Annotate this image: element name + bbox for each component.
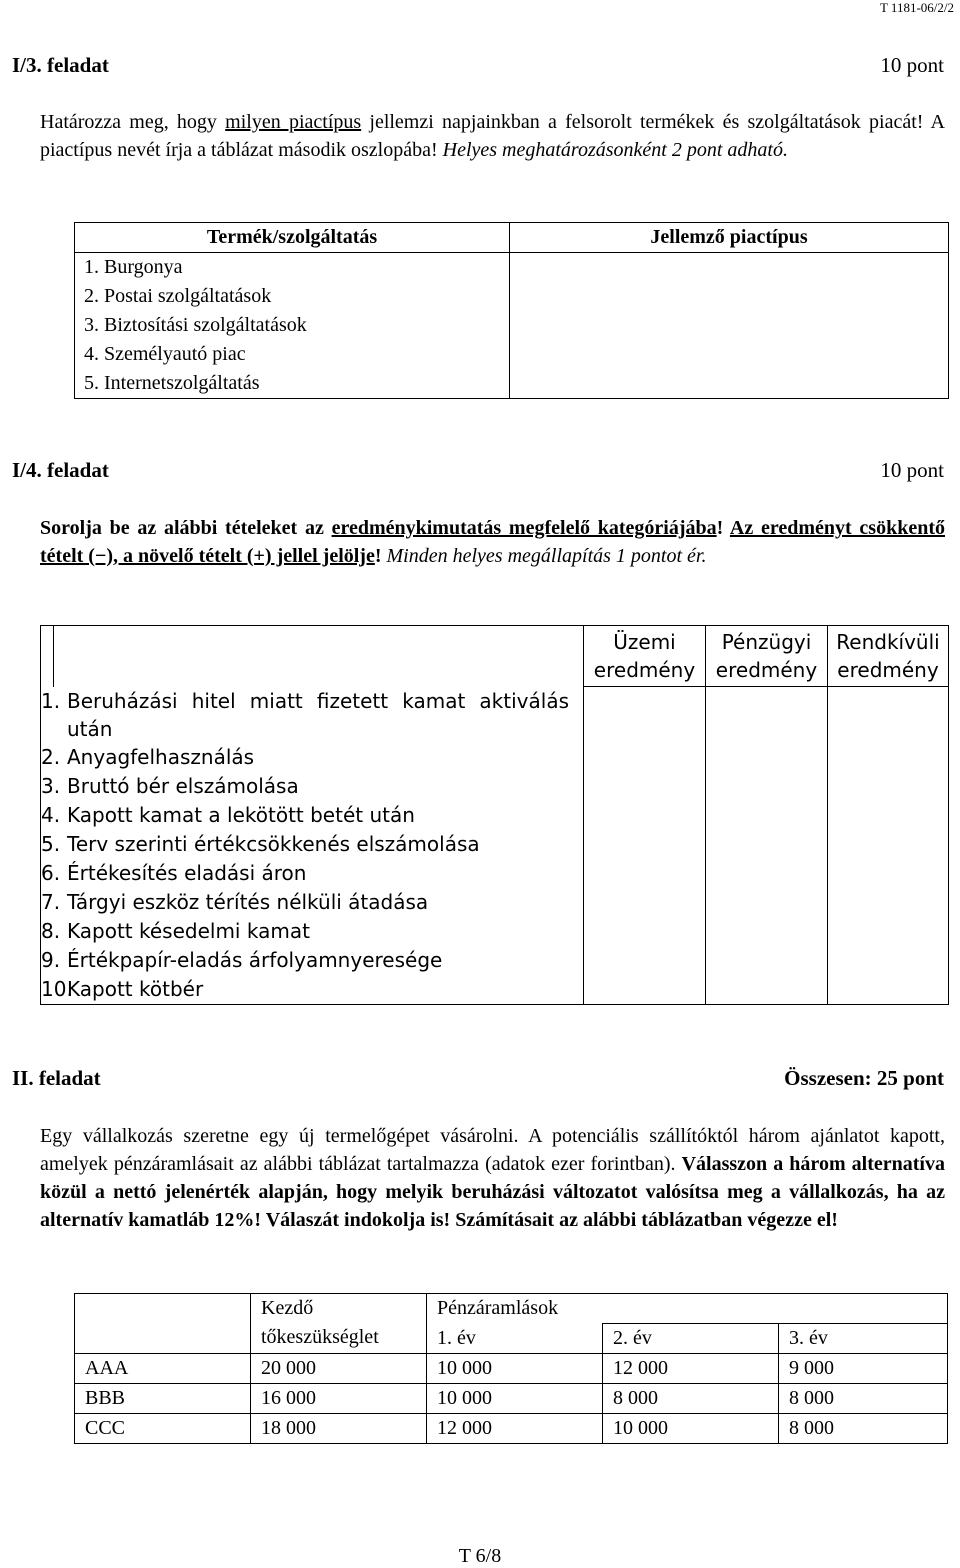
- task2-instructions: Egy vállalkozás szeretne egy új termelőgépet vásárolni. A potenciális szállítóktól három ajánlatot kapott, amelyek pénzáramlásait az alábbi táblázat tartalmazza (adatok ezer forintban). Válasszon a három alternatíva közül a nettó jelenérték alapján, hogy melyik beruházási változatot valósítsa meg a vállalkozás, ha az alternatív kamatláb 12%! Válaszát indokolja is! Számításait az alábbi táblázatban végezze el!: [40, 1125, 945, 1231]
- row-label: Értékpapír-eladás árfolyamnyeresége: [67, 948, 443, 972]
- row-label: Kapott késedelmi kamat: [67, 919, 310, 943]
- col-header-operating: Üzemi eredmény: [584, 626, 706, 687]
- row-number: 6.: [41, 861, 61, 885]
- income-statement-table: [40, 625, 949, 1005]
- alternative-name: BBB: [75, 1384, 251, 1414]
- task2-title: II. feladat: [12, 1066, 101, 1090]
- document-code: T 1181-06/2/2: [879, 0, 954, 15]
- answer-cell-financial[interactable]: [706, 687, 828, 1005]
- task2-points: Összesen: 25 pont: [784, 1066, 944, 1090]
- row-number: 4.: [41, 803, 61, 827]
- market-type-table: [74, 222, 949, 399]
- col-header-year3: 3. év: [779, 1324, 948, 1354]
- table-row: [75, 253, 949, 283]
- row-label: Kapott kötbér: [67, 977, 204, 1001]
- col-header-cashflows: Pénzáramlások: [427, 1294, 948, 1324]
- task13-title: I/3. feladat: [12, 53, 109, 77]
- task13-instructions: Határozza meg, hogy milyen piactípus jellemzi napjainkban a felsorolt termékek és szolgáltatások piacát! A piactípus nevét írja a táblázat második oszlopába! Helyes meghatározásonként 2 pont adható.: [40, 111, 945, 161]
- row-number: 1.: [84, 256, 99, 278]
- col-header-initial-capital: Kezdő tőkeszükséglet: [251, 1294, 427, 1354]
- row-number: 4.: [84, 343, 99, 365]
- row-label: Burgonya: [104, 256, 183, 278]
- col-header-financial: Pénzügyi eredmény: [706, 626, 828, 687]
- cashflow-table: [74, 1293, 948, 1444]
- table-row: CCC 18 000 12 000 10 000 8 000: [75, 1414, 948, 1444]
- row-label: Terv szerinti értékcsökkenés elszámolása: [67, 832, 480, 856]
- task14-instructions: Sorolja be az alábbi tételeket az eredménykimutatás megfelelő kategóriájába! Az eredményt csökkentő tételt (−), a növelő tételt (+) jellel jelölje! Minden helyes megállapítás 1 pontot ér.: [40, 517, 945, 567]
- row-label: Internetszolgáltatás: [104, 372, 260, 394]
- task14-points: 10 pont: [880, 458, 944, 482]
- col-header-year2: 2. év: [603, 1324, 779, 1354]
- col-header-year1: 1. év: [427, 1324, 603, 1354]
- row-number: 5.: [41, 832, 61, 856]
- row-label: Értékesítés eladási áron: [67, 861, 307, 885]
- row-number: 2.: [41, 745, 61, 769]
- row-label: Anyagfelhasználás: [67, 745, 255, 769]
- col-header-market-type: Jellemző piactípus: [510, 223, 949, 253]
- row-label: Személyautó piac: [104, 343, 246, 365]
- row-number: 10.: [41, 977, 73, 1001]
- row-label: Bruttó bér elszámolása: [67, 774, 299, 798]
- row-number: 8.: [41, 919, 61, 943]
- row-label: Kapott kamat a lekötött betét után: [67, 803, 415, 827]
- answer-cell[interactable]: [510, 253, 949, 399]
- row-number: 3.: [41, 774, 61, 798]
- row-number: 5.: [84, 372, 99, 394]
- answer-cell-extraordinary[interactable]: [828, 687, 949, 1005]
- col-header-extraordinary: Rendkívüli eredmény: [828, 626, 949, 687]
- row-number: 2.: [84, 285, 99, 307]
- row-number: 7.: [41, 890, 61, 914]
- row-label: Tárgyi eszköz térítés nélküli átadása: [67, 890, 429, 914]
- row-number: 3.: [84, 314, 99, 336]
- row-number: 1.: [41, 688, 61, 713]
- page-number: T 6/8: [458, 1545, 502, 1567]
- col-header-product: Termék/szolgáltatás: [75, 223, 510, 253]
- answer-cell-operating[interactable]: [584, 687, 706, 1005]
- table-row: BBB 16 000 10 000 8 000 8 000: [75, 1384, 948, 1414]
- table-row: [41, 687, 949, 743]
- row-label: Beruházási hitel miatt fizetett kamat aktiválás után: [67, 688, 569, 741]
- task14-title: I/4. feladat: [12, 458, 109, 482]
- table-row: AAA 20 000 10 000 12 000 9 000: [75, 1354, 948, 1384]
- task13-points: 10 pont: [880, 53, 944, 77]
- row-label: Postai szolgáltatások: [104, 285, 272, 307]
- alternative-name: CCC: [75, 1414, 251, 1444]
- row-label: Biztosítási szolgáltatások: [104, 314, 307, 336]
- alternative-name: AAA: [75, 1354, 251, 1384]
- row-number: 9.: [41, 948, 61, 972]
